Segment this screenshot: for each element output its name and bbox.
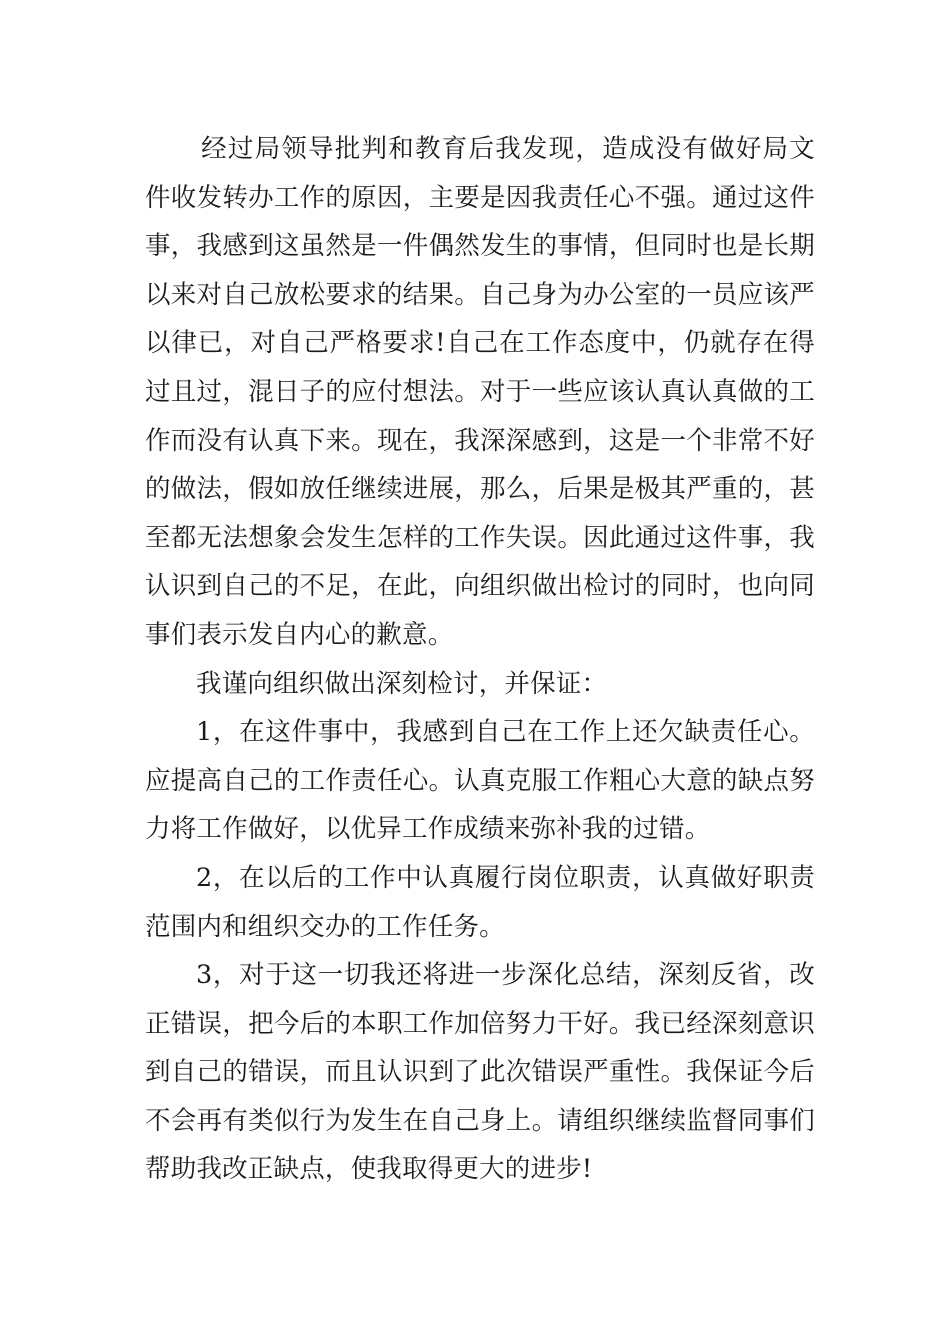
paragraph-pledge-intro: 我谨向组织做出深刻检讨，并保证： <box>196 668 608 699</box>
paragraph-pledge-2: 2，在以后的工作中认真履行岗位职责，认真做好职责范围内和组织交办的工作任务。 <box>145 862 815 942</box>
paragraph-reflection: 经过局领导批判和教育后我发现，造成没有做好局文件收发转办工作的原因，主要是因我责任心不强。通过这件事，我感到这虽然是一件偶然发生的事情，但同时也是长期以来对自己放松要求的结果。自己身为办公室的一员应该严以律已，对自己严格要求!自己在工作态度中，仍就存在得过且过，混日子的应付想法。对于一些应该认真认真做的工作而没有认真下来。现在，我深深感到，这是一个非常不好的做法，假如放任继续进展，那么，后果是极其严重的，甚至都无法想象会发生怎样的工作失误。因此通过这件事，我认识到自己的不足，在此，向组织做出检讨的同时，也向同事们表示发自内心的歉意。 <box>145 134 815 650</box>
document-body <box>145 125 815 1194</box>
paragraph-pledge-1: 1，在这件事中，我感到自己在工作上还欠缺责任心。应提高自己的工作责任心。认真克服工作粗心大意的缺点努力将工作做好，以优异工作成绩来弥补我的过错。 <box>145 717 815 845</box>
paragraph-pledge-3: 3，对于这一切我还将进一步深化总结，深刻反省，改正错误，把今后的本职工作加倍努力干好。我已经深刻意识到自己的错误，而且认识到了此次错误严重性。我保证今后不会再有类似行为发生在自己身上。请组织继续监督同事们帮助我改正缺点，使我取得更大的进步! <box>145 960 815 1185</box>
